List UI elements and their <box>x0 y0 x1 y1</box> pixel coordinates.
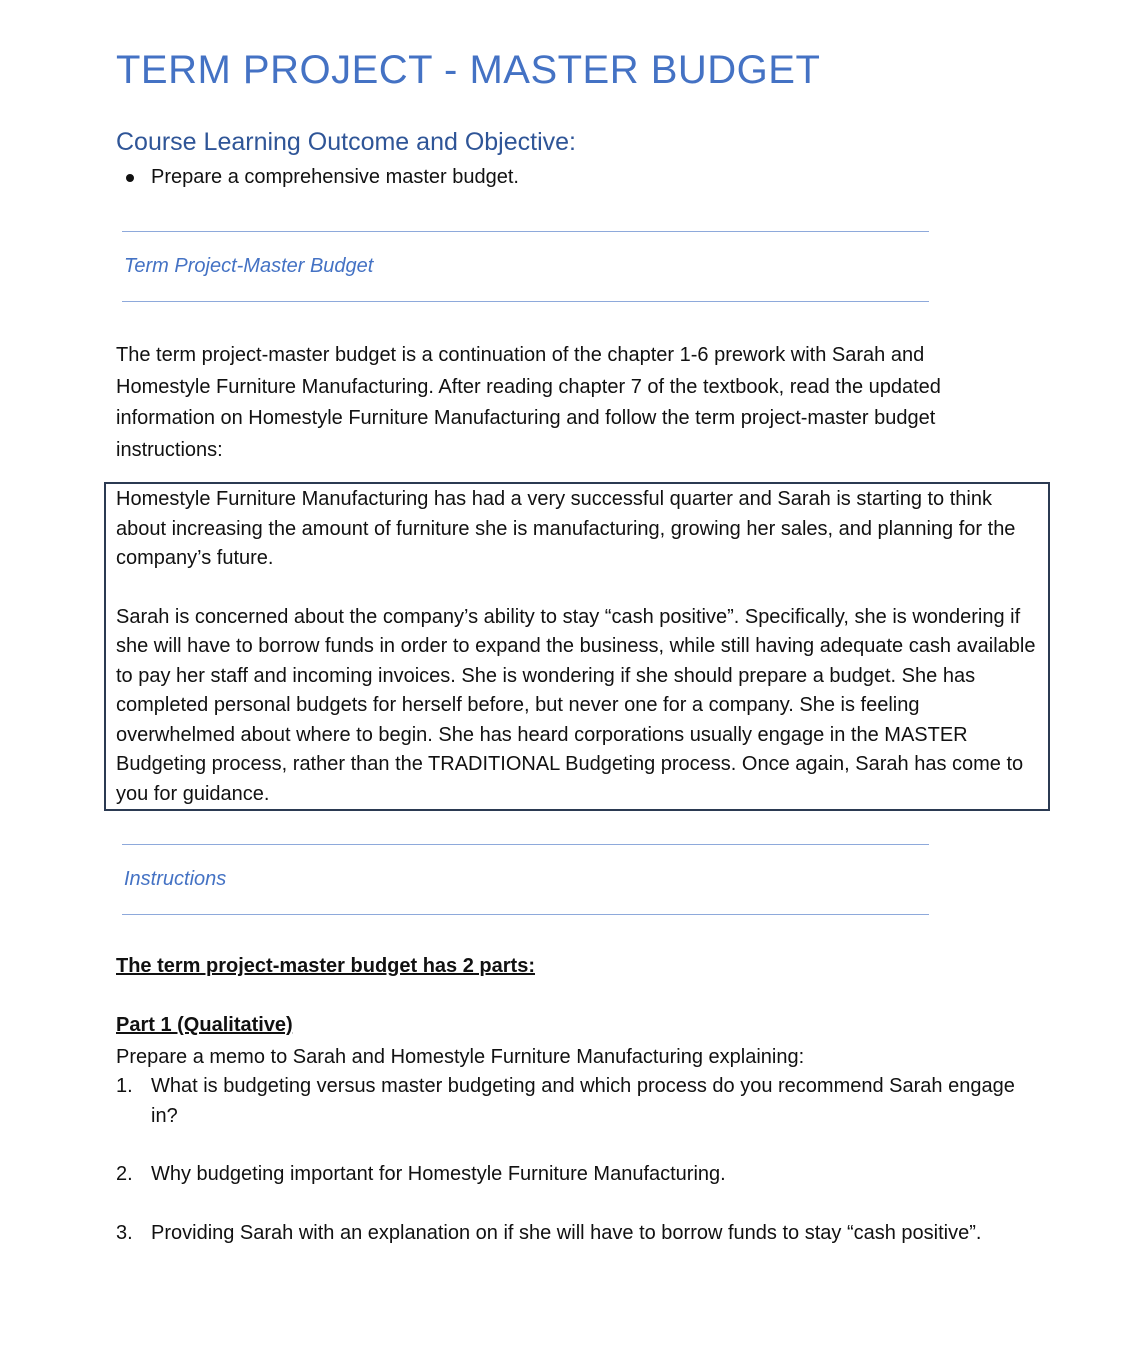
section-heading-term-project: Term Project-Master Budget <box>124 255 374 277</box>
scenario-paragraph-1: Homestyle Furniture Manufacturing has had a very successful quarter and Sarah is starting to think about increasing the amount of furniture she is manufacturing, growing her sales, and planning for the company’s future. <box>116 488 1016 569</box>
list-number: 1. <box>116 1075 133 1097</box>
list-item-text: Why budgeting important for Homestyle Furniture Manufacturing. <box>151 1163 726 1185</box>
section-divider-bottom <box>122 914 929 915</box>
list-item-text: Providing Sarah with an explanation on if she will have to borrow funds to stay “cash positive”. <box>151 1222 982 1244</box>
section-divider-top <box>122 844 929 845</box>
scenario-box <box>104 482 1050 811</box>
objective-heading: Course Learning Outcome and Objective: <box>116 128 576 156</box>
part1-heading: Part 1 (Qualitative) <box>116 1014 293 1036</box>
list-number: 3. <box>116 1222 133 1244</box>
section-heading-instructions: Instructions <box>124 868 227 890</box>
part1-item-3 <box>116 1219 1031 1249</box>
part1-intro: Prepare a memo to Sarah and Homestyle Furniture Manufacturing explaining: <box>116 1046 805 1068</box>
intro-paragraph: The term project-master budget is a continuation of the chapter 1-6 prework with Sarah and Homestyle Furniture Manufacturing. After reading chapter 7 of the textbook, read the updated information on Homestyle Furniture Manufacturing and follow the term project-master budget instructions: <box>116 344 941 461</box>
page-title: TERM PROJECT - MASTER BUDGET <box>116 48 821 92</box>
section-divider-top <box>122 231 929 232</box>
section-divider-bottom <box>122 301 929 302</box>
parts-heading: The term project-master budget has 2 parts: <box>116 955 535 977</box>
objective-list <box>116 163 519 192</box>
part1-item-1 <box>116 1072 1031 1131</box>
part1-item-2 <box>116 1160 1031 1190</box>
objective-item: Prepare a comprehensive master budget. <box>116 163 519 192</box>
scenario-paragraph-2: Sarah is concerned about the company’s ability to stay “cash positive”. Specifically, she is wondering if she will have to borrow funds in order to expand the business, while still having adequate cash available to pay her staff and incoming invoices. She is wondering if she should prepare a budget. She has completed personal budgets for herself before, but never one for a company. She is feeling overwhelmed about where to begin. She has heard corporations usually engage in the MASTER Budgeting process, rather than the TRADITIONAL Budgeting process. Once again, Sarah has come to you for guidance. <box>116 605 1036 805</box>
list-item-text: What is budgeting versus master budgeting and which process do you recommend Sarah engage in? <box>151 1075 1015 1127</box>
list-number: 2. <box>116 1163 133 1185</box>
